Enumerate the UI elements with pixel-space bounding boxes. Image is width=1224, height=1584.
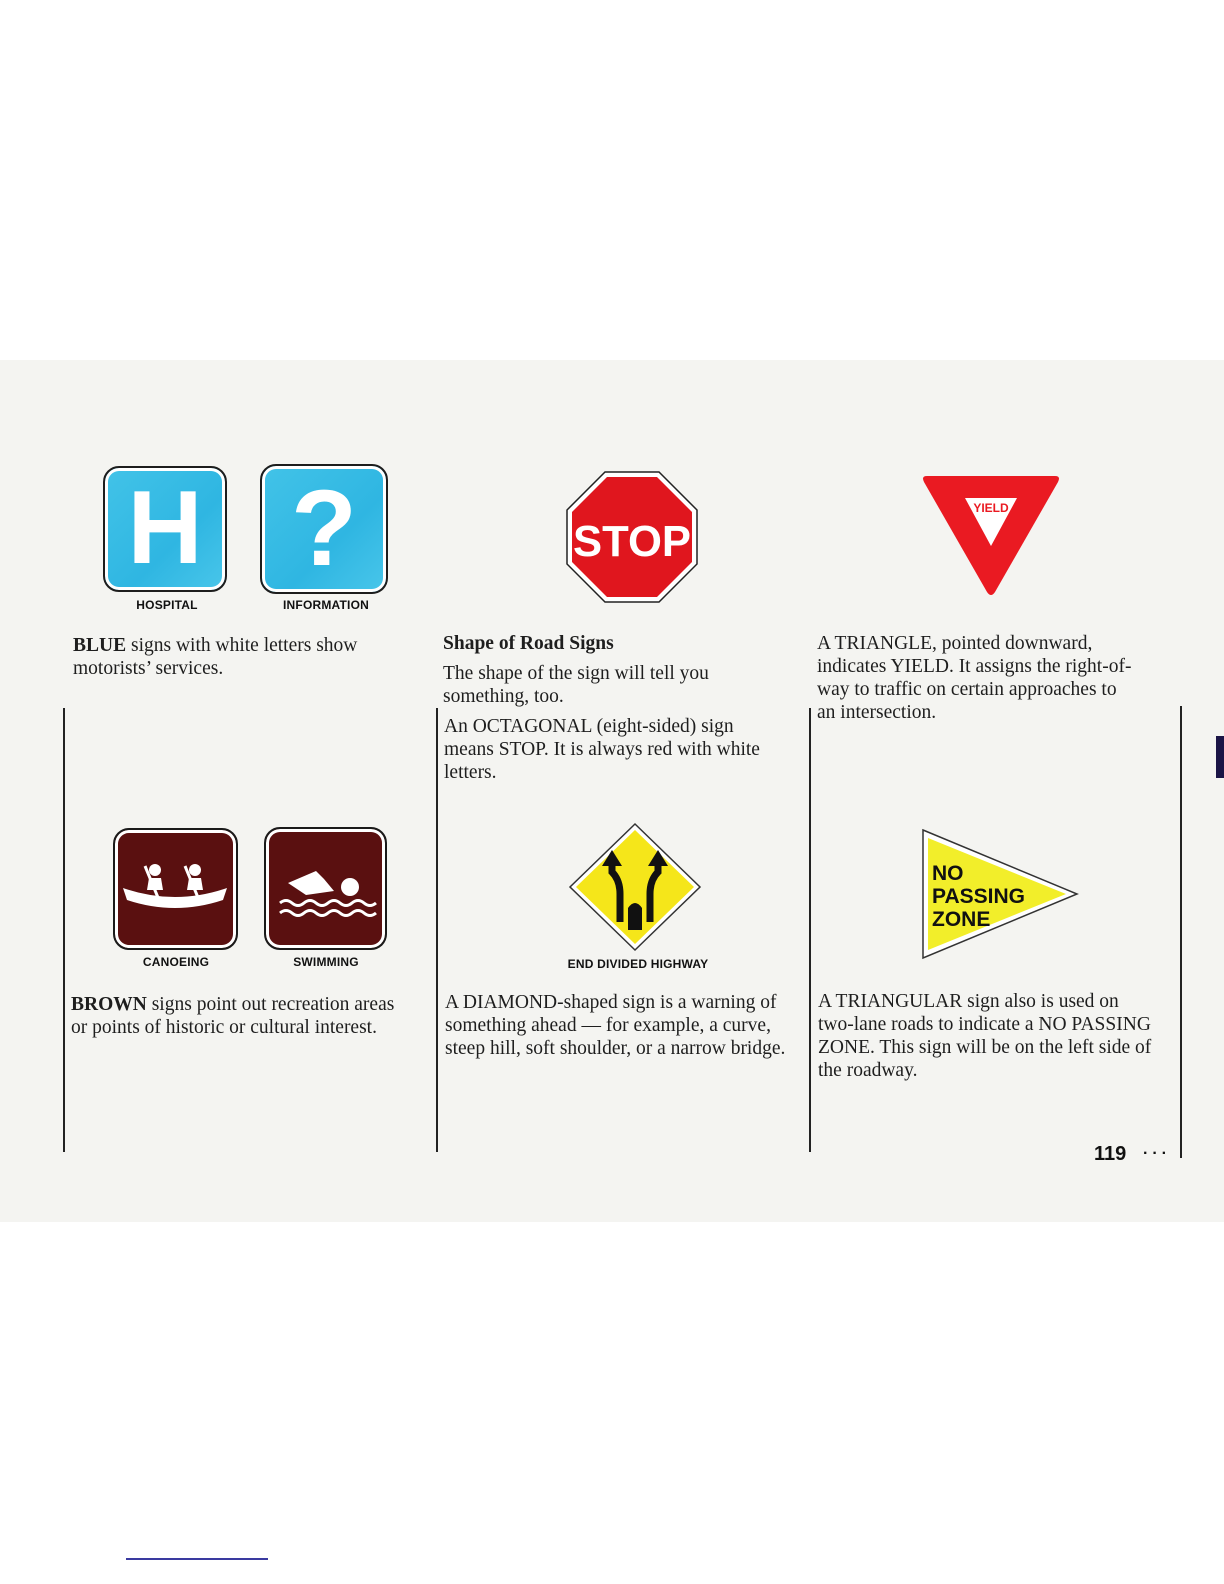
shape-intro-text: The shape of the sign will tell you something, too. [443, 663, 709, 707]
brown-signs-text [71, 993, 401, 1039]
column-rule-4 [1180, 706, 1182, 1158]
no-passing-text: A TRIANGULAR sign also is used on two-lane roads to indicate a NO PASSING ZONE. This sign will be on the left side of the roadway. [818, 991, 1152, 1081]
yield-sign [921, 474, 1061, 598]
page-dots: ··· [1143, 1145, 1171, 1162]
canoe-icon [115, 830, 235, 947]
no-passing-line1: NO [932, 862, 964, 885]
swimming-caption: SWIMMING [293, 955, 359, 969]
footer-rule [126, 1558, 268, 1560]
brown-rest: signs point out recreation areas or points of historic or cultural interest. [71, 994, 395, 1038]
stop-sign [565, 470, 699, 604]
canoeing-caption: CANOEING [142, 955, 210, 969]
diamond-text: A DIAMOND-shaped sign is a warning of something ahead — for example, a curve, steep hill, soft shoulder, or a narrow bridge. [445, 992, 786, 1059]
swimmer-icon [266, 829, 384, 947]
end-divided-highway-sign [568, 822, 702, 952]
canoeing-sign [113, 828, 238, 950]
hospital-sign [103, 466, 227, 592]
no-passing-line2: PASSING [932, 885, 1025, 908]
blue-signs-text [73, 634, 403, 680]
blue-lead: BLUE [73, 635, 127, 656]
information-caption: INFORMATION [283, 598, 369, 612]
octagonal-text: An OCTAGONAL (eight-sided) sign means STOP. It is always red with white letters. [444, 716, 760, 783]
hospital-caption: HOSPITAL [136, 598, 198, 612]
brown-lead: BROWN [71, 994, 147, 1015]
no-passing-zone-sign [920, 828, 1080, 960]
swimming-sign [264, 827, 387, 950]
stop-text: STOP [573, 517, 691, 566]
section-tab-marker [1216, 736, 1224, 778]
information-symbol: ? [291, 467, 357, 588]
hospital-letter: H [127, 470, 203, 586]
triangle-yield-text: A TRIANGLE, pointed downward, indicates YIELD. It assigns the right-of-way to traffic on certain approaches to an intersection. [817, 633, 1132, 723]
shape-heading: Shape of Road Signs [443, 633, 614, 654]
no-passing-line3: ZONE [932, 908, 991, 931]
column-rule-1 [63, 708, 65, 1152]
yield-text: YIELD [973, 501, 1009, 515]
end-divided-caption: END DIVIDED HIGHWAY [567, 957, 709, 971]
column-rule-3 [809, 708, 811, 1152]
information-sign [260, 464, 388, 594]
page-number: 119 [1094, 1143, 1127, 1165]
column-rule-2 [436, 708, 438, 1152]
blue-rest: signs with white letters show motorists’ services. [73, 635, 358, 679]
